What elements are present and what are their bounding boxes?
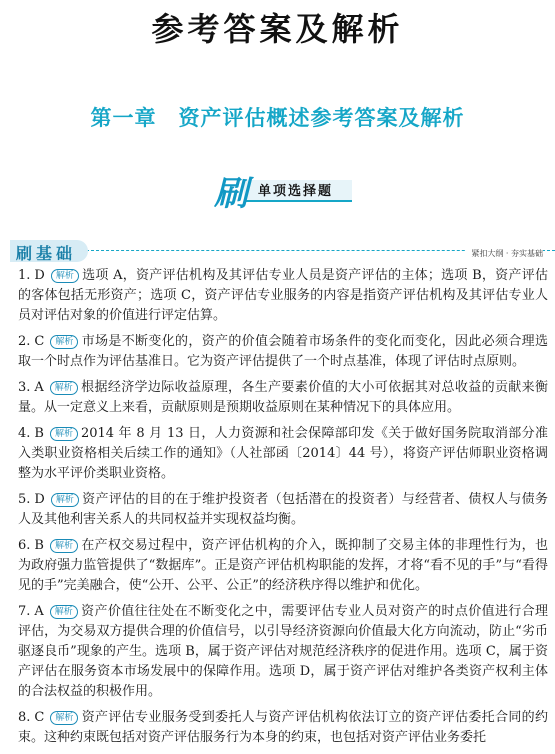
- answer-letter: A: [34, 604, 44, 619]
- answer-text: 市场是不断变化的，资产的价值会随着市场条件的变化而变化，因此必须合理选取一个时点作为评估基准日。它为资产评估提供了一个时点基准，体现了评估时点原则。: [18, 334, 548, 369]
- answer-item: [18, 708, 548, 748]
- answer-number: 8.: [18, 710, 31, 725]
- explanation-tag: 解析: [50, 335, 78, 349]
- explanation-tag: 解析: [50, 427, 78, 441]
- answer-number: 2.: [18, 334, 31, 349]
- answer-number: 4.: [18, 426, 31, 441]
- answer-letter: C: [34, 334, 45, 349]
- answer-text: 在产权交易过程中，资产评估机构的介入，既抑制了交易主体的非理性行为，也为政府强力监管提供了“数据库”。正是资产评估机构职能的发挥，才将“看不见的手”与“看得见的手”完美融合，使“公开、公平、公正”的经济秩序得以维护和优化。: [18, 538, 548, 593]
- explanation-tag: 解析: [50, 605, 78, 619]
- answer-letter: C: [34, 710, 45, 725]
- answer-number: 7.: [18, 604, 31, 619]
- answer-number: 6.: [18, 538, 31, 553]
- brush-glyph-icon: 刷: [214, 174, 248, 214]
- answer-item: [18, 378, 548, 418]
- answer-item: [18, 602, 548, 702]
- answer-number: 3.: [18, 380, 31, 395]
- basic-bar: [10, 240, 555, 262]
- answer-letter: B: [34, 426, 44, 441]
- answer-letter: A: [34, 380, 44, 395]
- answer-text: 2014 年 8 月 13 日，人力资源和社会保障部印发《关于做好国务院取消部分准入类职业资格相关后续工作的通知》（人社部函〔2014〕44 号），将资产评估师职业资格调整为水平评价类职业资格。: [18, 426, 548, 481]
- answer-item: [18, 490, 548, 530]
- explanation-tag: 解析: [51, 493, 79, 507]
- answer-item: [18, 266, 548, 326]
- answer-text: 选项 A，资产评估机构及其评估专业人员是资产评估的主体；选项 B，资产评估的客体包括无形资产；选项 C，资产评估专业服务的内容是指资产评估机构及其评估专业人员对评估对象的价值进行评定估算。: [18, 268, 548, 323]
- basic-tag: 紧扣大纲 · 夯实基础: [465, 248, 543, 259]
- page-title: 参考答案及解析: [151, 10, 404, 48]
- answer-text: 资产评估专业服务受到委托人与资产评估机构依法订立的资产评估委托合同的约束。这种约束既包括对资产评估服务行为本身的约束，也包括对资产评估业务委托: [18, 710, 548, 745]
- answer-item: [18, 536, 548, 596]
- answer-item: [18, 332, 548, 372]
- explanation-tag: 解析: [50, 381, 78, 395]
- answer-number: 5.: [18, 492, 31, 507]
- explanation-tag: 解析: [51, 269, 79, 283]
- basic-label: 刷基础: [16, 244, 77, 263]
- explanation-tag: 解析: [50, 711, 78, 725]
- answer-item: [18, 424, 548, 484]
- answer-number: 1.: [18, 268, 31, 283]
- answer-letter: D: [34, 268, 45, 283]
- answer-list: [18, 266, 548, 754]
- section-badge: [214, 168, 354, 214]
- section-label: 单项选择题: [258, 184, 334, 199]
- answer-text: 根据经济学边际收益原理，各生产要素价值的大小可依据其对总收益的贡献来衡量。从一定意义上来看，贡献原则是预期收益原则在某种情况下的具体应用。: [18, 380, 548, 415]
- answer-letter: D: [34, 492, 45, 507]
- chapter-title: 第一章 资产评估概述参考答案及解析: [90, 106, 465, 130]
- explanation-tag: 解析: [50, 539, 78, 553]
- answer-text: 资产评估的目的在于维护投资者（包括潜在的投资者）与经营者、债权人与债务人及其他利害关系人的共同权益并实现权益均衡。: [18, 492, 548, 527]
- basic-label-box: [10, 240, 88, 262]
- answer-text: 资产价值往往处在不断变化之中，需要评估专业人员对资产的时点价值进行合理评估，为交易双方提供合理的价值信号，以引导经济资源向价值最大化方向流动，防止“劣币驱逐良币”现象的产生。选项 B，属于资产评估对规范经济秩序的促进作用。选项 C，属于资产评估在服务资本市场发展中的保障作用。选项 D，属于资产评估对维护各类资产权利主体的合法权益的积极作用。: [18, 604, 548, 699]
- answer-letter: B: [34, 538, 44, 553]
